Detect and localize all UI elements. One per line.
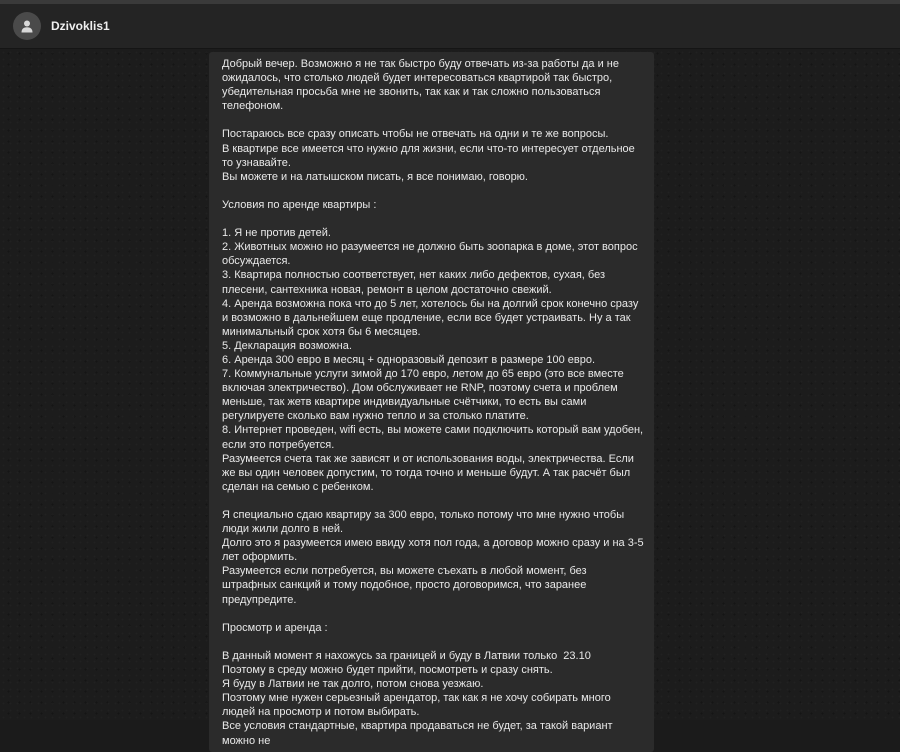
person-icon <box>19 18 35 34</box>
message-bubble <box>209 52 654 752</box>
user-avatar-icon[interactable] <box>13 12 41 40</box>
message-text: Добрый вечер. Возможно я не так быстро буду отвечать из-за работы да и не ожидалось, что столько людей будет интересоваться квартирой так быстро, убедительная просьба мне не звонить, так как и так сложно пользоваться телефоном. Постараюсь все сразу описать чтобы не отвечать на одни и те же вопросы. В квартире все имеется что нужно для жизни, если что-то интересует отдельное то узнавайте. Вы можете и на латышском писать, я все понимаю, говорю. Условия по аренде квартиры : 1. Я не против детей. 2. Животных можно но разумеется не должно быть зоопарка в доме, этот вопрос обсуждается. 3. Квартира полностью соответствует, нет каких либо дефектов, сухая, без плесени, сантехника новая, ремонт в целом достаточно свежий. 4. Аренда возможна пока что до 5 лет, хотелось бы на долгий срок конечно сразу и возможно в дальнейшем еще продление, если все будет устраивать. Ну а так минимальный срок хотя бы 6 месяцев. 5. Декларация возможна. 6. Аренда 300 евро в месяц + одноразовый депозит в размере 100 евро. 7. Коммунальные услуги зимой до 170 евро, летом до 65 евро (это все вместе включая электричество). Дом обслуживает не RNP, поэтому счета и проблем меньше, так жетв квартире индивидуальные счётчики, то есть вы сами регулируете сколько вам нужно тепло и за столько платите. 8. Интернет проведен, wifi есть, вы можете сами подключить который вам удобен, если это потребуется. Разумеется счета так же зависят и от использования воды, электричества. Если же вы один человек допустим, то тогда точно и меньше будут. А так расчёт был сделан на семью с ребенком. Я специально сдаю квартиру за 300 евро, только потому что мне нужно чтобы люди жили долго в ней. Долго это я разумеется имею ввиду хотя пол года, а договор можно сразу и на 3-5 лет оформить. Разумеется если потребуется, вы можете съехать в любой момент, без штрафных санкций и тому подобное, просто договоримся, что заранее предупредите. Просмотр и аренда : В данный момент я нахожусь за границей и буду в Латвии только 23.10 Поэтому в среду можно будет прийти, посмотреть и сразу снять. Я буду в Латвии не так долго, потом снова уезжаю. Поэтому мне нужен серьезный арендатор, так как я не хочу собирать много людей на просмотр и потом выбирать. Все условия стандартные, квартира продаваться не будет, за такой вариант можно не <box>222 58 644 747</box>
chat-username[interactable]: Dzivoklis1 <box>51 19 110 33</box>
chat-header <box>0 4 900 49</box>
